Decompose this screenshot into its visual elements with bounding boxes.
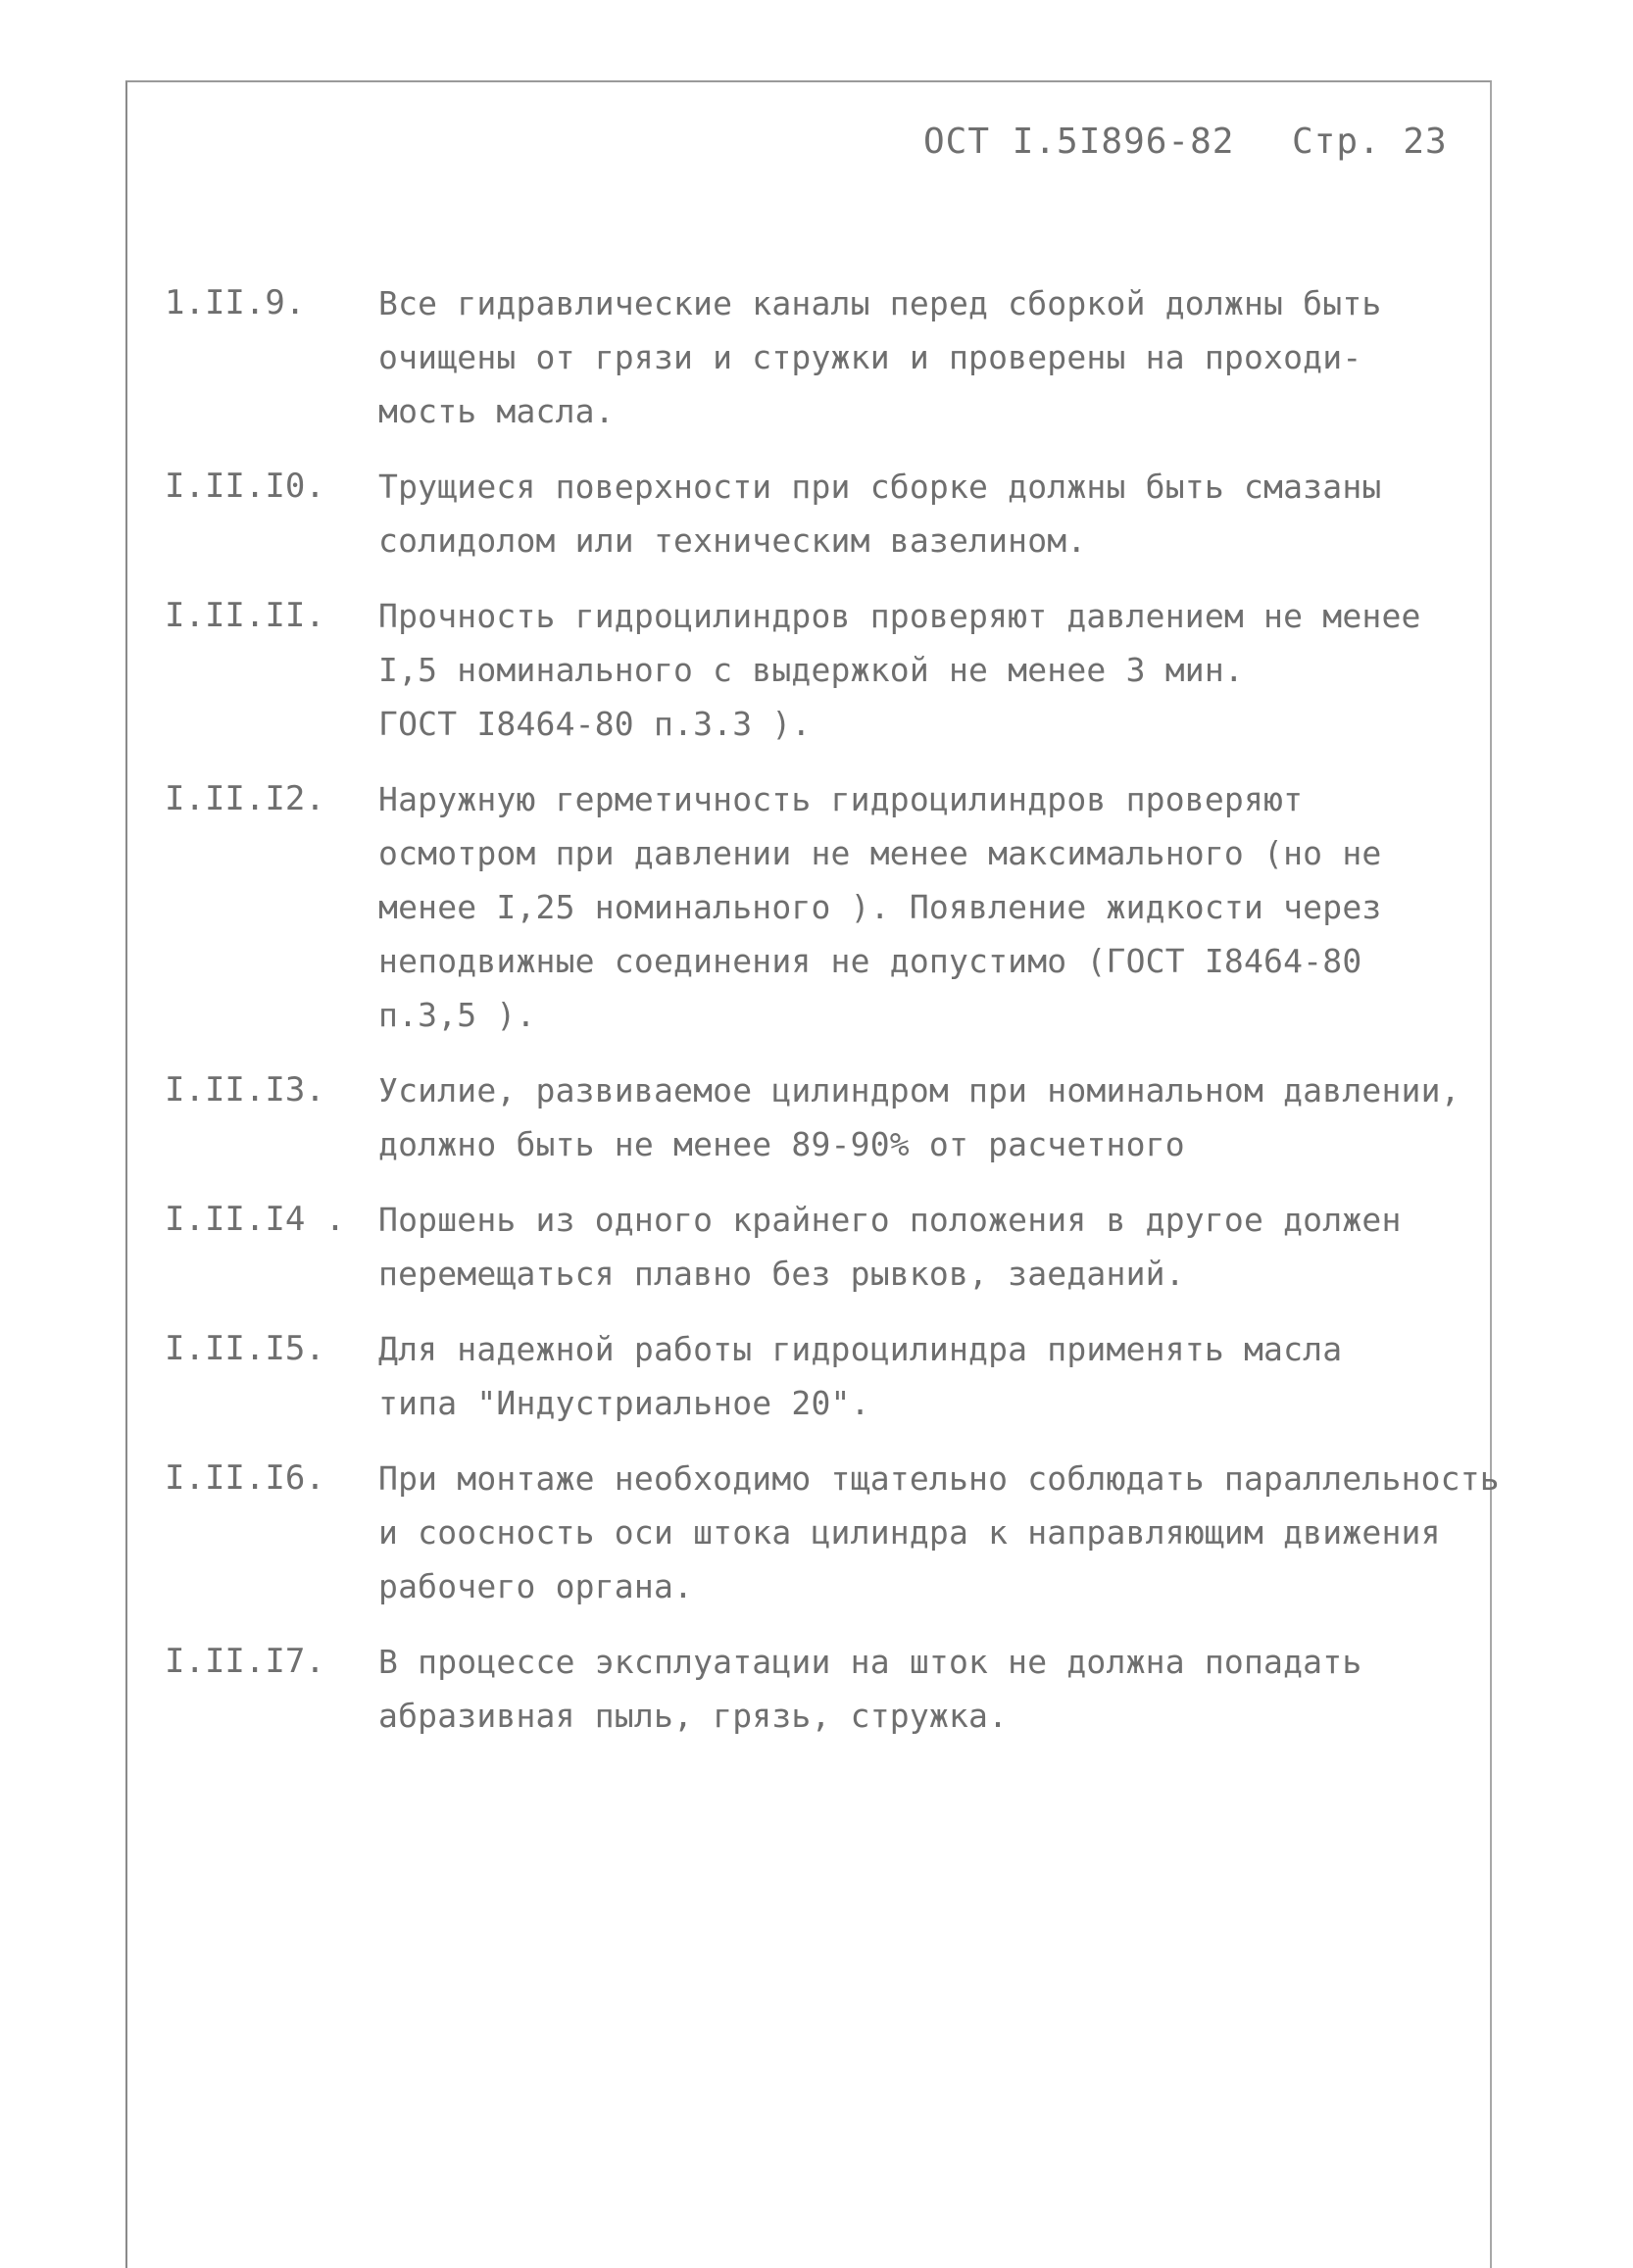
- clause-line: менее I,25 номинального ). Появление жидкости через: [378, 888, 1382, 926]
- clause-line: Трущиеся поверхности при сборке должны быть смазаны: [378, 468, 1382, 506]
- clause-list: [165, 276, 1508, 1764]
- clause-number: I.II.I3.: [165, 1070, 325, 1109]
- clause-line: В процессе эксплуатации на шток не должна попадать: [378, 1643, 1362, 1681]
- clause-item: [165, 276, 1508, 438]
- clause-text: [378, 1452, 1508, 1613]
- clause-line: неподвижные соединения не допустимо (ГОСТ I8464-80: [378, 942, 1362, 980]
- clause-line: Все гидравлические каналы перед сборкой должны быть: [378, 284, 1382, 322]
- clause-number: I.II.I7.: [165, 1642, 325, 1681]
- page-number: Стр. 23: [1292, 122, 1448, 162]
- clause-line: Усилие, развиваемое цилиндром при номинальном давлении,: [378, 1071, 1460, 1109]
- clause-text: [378, 1193, 1508, 1301]
- clause-text: [378, 276, 1508, 438]
- clause-item: [165, 1635, 1508, 1743]
- clause-number: I.II.I6.: [165, 1458, 325, 1498]
- clause-number: I.II.II.: [165, 596, 325, 635]
- clause-line: Для надежной работы гидроцилиндра применять масла: [378, 1330, 1343, 1368]
- clause-line: солидолом или техническим вазелином.: [378, 521, 1087, 560]
- clause-line: должно быть не менее 89-90% от расчетного: [378, 1125, 1185, 1163]
- clause-line: ГОСТ I8464-80 п.3.3 ).: [378, 705, 812, 743]
- document-code: ОСТ I.5I896-82: [923, 122, 1235, 162]
- clause-number: I.II.I2.: [165, 779, 325, 818]
- clause-text: [378, 460, 1508, 567]
- clause-text: [378, 1322, 1508, 1430]
- clause-line: мость масла.: [378, 392, 615, 430]
- clause-line: осмотром при давлении не менее максимального (но не: [378, 834, 1382, 872]
- clause-line: Наружную герметичность гидроцилиндров проверяют: [378, 780, 1304, 818]
- clause-line: и соосность оси штока цилиндра к направляющим движения: [378, 1513, 1441, 1552]
- clause-line: очищены от грязи и стружки и проверены на проходи-: [378, 338, 1362, 376]
- clause-line: типа "Индустриальное 20".: [378, 1384, 870, 1422]
- clause-line: Прочность гидроцилиндров проверяют давлением не менее: [378, 597, 1421, 635]
- page-header: [0, 122, 1633, 171]
- clause-item: [165, 1322, 1508, 1430]
- clause-item: [165, 1193, 1508, 1301]
- clause-text: [378, 1063, 1508, 1171]
- clause-text: [378, 1635, 1508, 1743]
- clause-line: I,5 номинального с выдержкой не менее 3 мин.: [378, 651, 1244, 689]
- clause-item: [165, 772, 1508, 1042]
- clause-line: перемещаться плавно без рывков, заеданий.: [378, 1255, 1185, 1293]
- clause-number: I.II.I0.: [165, 467, 325, 506]
- clause-item: [165, 460, 1508, 567]
- clause-item: [165, 1063, 1508, 1171]
- clause-text: [378, 589, 1508, 751]
- clause-line: Поршень из одного крайнего положения в другое должен: [378, 1201, 1402, 1239]
- clause-item: [165, 1452, 1508, 1613]
- clause-number: I.II.I5.: [165, 1329, 325, 1368]
- clause-line: абразивная пыль, грязь, стружка.: [378, 1697, 1009, 1735]
- clause-item: [165, 589, 1508, 751]
- clause-line: При монтаже необходимо тщательно соблюдать параллельность: [378, 1459, 1500, 1498]
- clause-text: [378, 772, 1508, 1042]
- clause-number: I.II.I4 .: [165, 1200, 346, 1239]
- clause-number: 1.II.9.: [165, 283, 306, 322]
- clause-line: рабочего органа.: [378, 1567, 694, 1605]
- clause-line: п.3,5 ).: [378, 996, 536, 1034]
